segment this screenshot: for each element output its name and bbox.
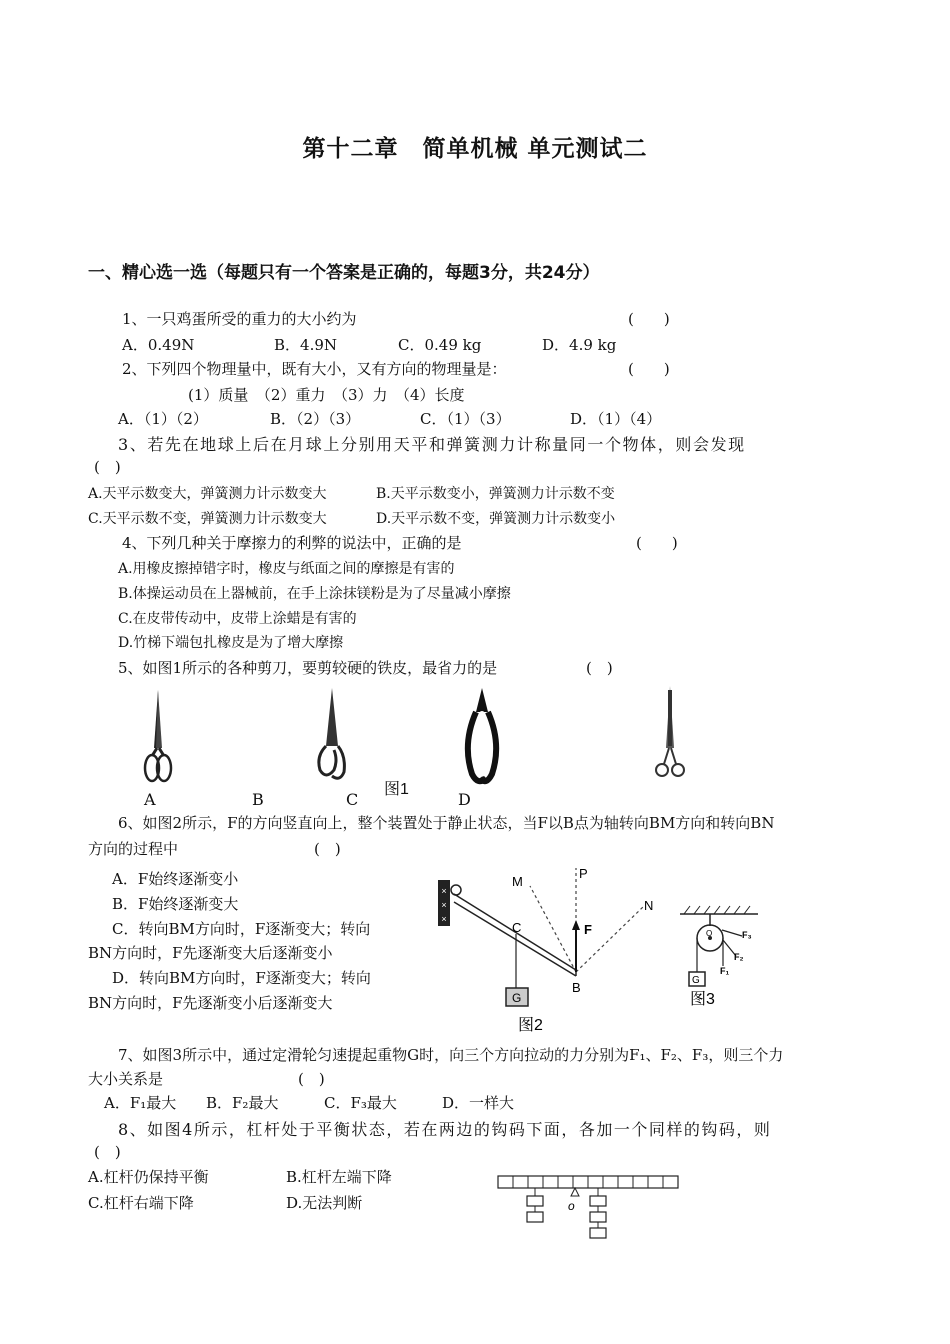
q6-option-d: D．转向BM方向时，F逐渐变大；转向 (112, 969, 371, 987)
q1-bracket: ( ) (628, 310, 670, 328)
q6-bracket: ( ) (314, 840, 341, 858)
q3-option-d: D.天平示数不变，弹簧测力计示数变小 (376, 511, 616, 527)
fig3-label-f1: F₁ (720, 966, 730, 976)
q8-stem: 8、如图4所示，杠杆处于平衡状态，若在两边的钩码下面，各加一个同样的钩码，则 (118, 1120, 772, 1139)
fig2-label-c: C (512, 920, 522, 935)
fig3-label-g: G (692, 975, 700, 986)
q8-option-c: C.杠杆右端下降 (88, 1194, 194, 1212)
q3-option-a: A.天平示数变大，弹簧测力计示数变大 (88, 486, 327, 502)
q1-option-c: C．0.49 kg (398, 336, 482, 354)
q7-option-d: D．一样大 (442, 1094, 515, 1112)
figure-1-scissors (130, 684, 730, 788)
q3-bracket: ( ) (94, 458, 121, 476)
svg-text:×: × (441, 914, 447, 924)
fig2-label-b: B (572, 980, 581, 995)
q7-stem-line2: 大小关系是 (88, 1070, 164, 1088)
q6-option-c-cont: BN方向时，F先逐渐变大后逐渐变小 (88, 944, 333, 962)
q2-option-a: A．（1）（2） (118, 410, 208, 428)
q5-label-d: D (458, 790, 471, 809)
fig2-label-n: N (644, 898, 654, 913)
fig3-label-f3: F₃ (742, 930, 752, 940)
section-heading: 一、精心选一选（每题只有一个答案是正确的，每题3分，共24分） (88, 263, 600, 283)
fig4-pivot-label: o (568, 1199, 575, 1213)
q6-stem-line2: 方向的过程中 (88, 840, 179, 858)
q4-bracket: ( ) (636, 534, 678, 552)
figure-2-caption: 图2 (518, 1017, 543, 1034)
scissors-a-icon (145, 690, 171, 781)
q8-option-a: A.杠杆仍保持平衡 (88, 1168, 209, 1186)
q4-option-a: A.用橡皮擦掉错字时，橡皮与纸面之间的摩擦是有害的 (118, 561, 455, 577)
q6-stem-line1: 6、如图2所示，F的方向竖直向上，整个装置处于静止状态，当F以B点为轴转向BM方向和转向BN (118, 814, 775, 832)
q2-option-c: C．（1）（3） (420, 410, 511, 428)
q4-stem: 4、下列几种关于摩擦力的利弊的说法中，正确的是 (122, 534, 462, 552)
q2-bracket: ( ) (628, 360, 670, 378)
q1-option-b: B．4.9N (274, 336, 338, 354)
figure-1-caption: 图1 (384, 781, 409, 798)
q6-option-a: A．F始终逐渐变小 (112, 870, 239, 888)
figure-3-pulley (676, 900, 766, 1010)
q4-option-b: B.体操运动员在上器械前，在手上涂抹镁粉是为了尽量减小摩擦 (118, 586, 511, 602)
q3-option-c: C.天平示数不变，弹簧测力计示数变大 (88, 511, 327, 527)
svg-text:×: × (441, 900, 447, 910)
q8-option-b: B.杠杆左端下降 (286, 1168, 392, 1186)
figure-4-lever-weights (494, 1172, 684, 1244)
q3-option-b: B.天平示数变小，弹簧测力计示数不变 (376, 486, 615, 502)
q1-option-d: D．4.9 kg (542, 336, 617, 354)
q2-option-d: D．（1）（4） (570, 410, 662, 428)
q2-items: (1）质量 （2）重力 （3）力 （4）长度 (188, 386, 465, 404)
q3-stem: 3、若先在地球上后在月球上分别用天平和弹簧测力计称量同一个物体，则会发现 (118, 435, 746, 454)
q2-stem: 2、下列四个物理量中，既有大小，又有方向的物理量是： (122, 360, 507, 378)
q1-stem: 1、一只鸡蛋所受的重力的大小约为 (122, 310, 357, 328)
snips-c-icon (468, 688, 496, 781)
q7-option-c: C．F₃最大 (324, 1094, 397, 1112)
fig2-label-g: G (512, 991, 522, 1005)
scissors-b-icon (319, 688, 345, 778)
q4-option-c: C.在皮带传动中，皮带上涂蜡是有害的 (118, 611, 357, 627)
fig2-label-f: F (584, 922, 592, 937)
fig3-label-o: O (706, 929, 713, 938)
q6-option-b: B．F始终逐渐变大 (112, 895, 239, 913)
svg-text:×: × (441, 886, 447, 896)
figure-2-lever (436, 864, 666, 1036)
q8-option-d: D.无法判断 (286, 1194, 363, 1212)
q1-option-a: A．0.49N (122, 336, 195, 354)
q7-option-b: B．F₂最大 (206, 1094, 279, 1112)
q2-option-b: B．（2）（3） (270, 410, 361, 428)
q7-stem-line1: 7、如图3所示中，通过定滑轮匀速提起重物G时，向三个方向拉动的力分别为F₁、F₂、F₃，则三个力 (118, 1046, 784, 1064)
q7-bracket: ( ) (298, 1070, 325, 1088)
scissors-d-icon (656, 686, 684, 776)
page-title: 第十二章 简单机械 单元测试二 (302, 136, 648, 162)
q5-bracket: ( ) (586, 659, 613, 677)
fig2-label-p: P (579, 866, 588, 881)
q4-option-d: D.竹梯下端包扎橡皮是为了增大摩擦 (118, 635, 344, 651)
fig3-label-f2: F₂ (734, 952, 744, 962)
q6-option-d-cont: BN方向时，F先逐渐变小后逐渐变大 (88, 994, 333, 1012)
q7-option-a: A．F₁最大 (104, 1094, 177, 1112)
q6-option-c: C．转向BM方向时，F逐渐变大；转向 (112, 920, 371, 938)
fig2-label-m: M (512, 874, 523, 889)
q8-bracket: ( ) (94, 1143, 121, 1161)
q5-label-a: A (144, 790, 156, 809)
q5-stem: 5、如图1所示的各种剪刀，要剪较硬的铁皮，最省力的是 (118, 659, 498, 677)
q5-label-b: B (252, 790, 264, 809)
q5-label-c: C (346, 790, 359, 809)
figure-3-caption: 图3 (690, 991, 715, 1008)
